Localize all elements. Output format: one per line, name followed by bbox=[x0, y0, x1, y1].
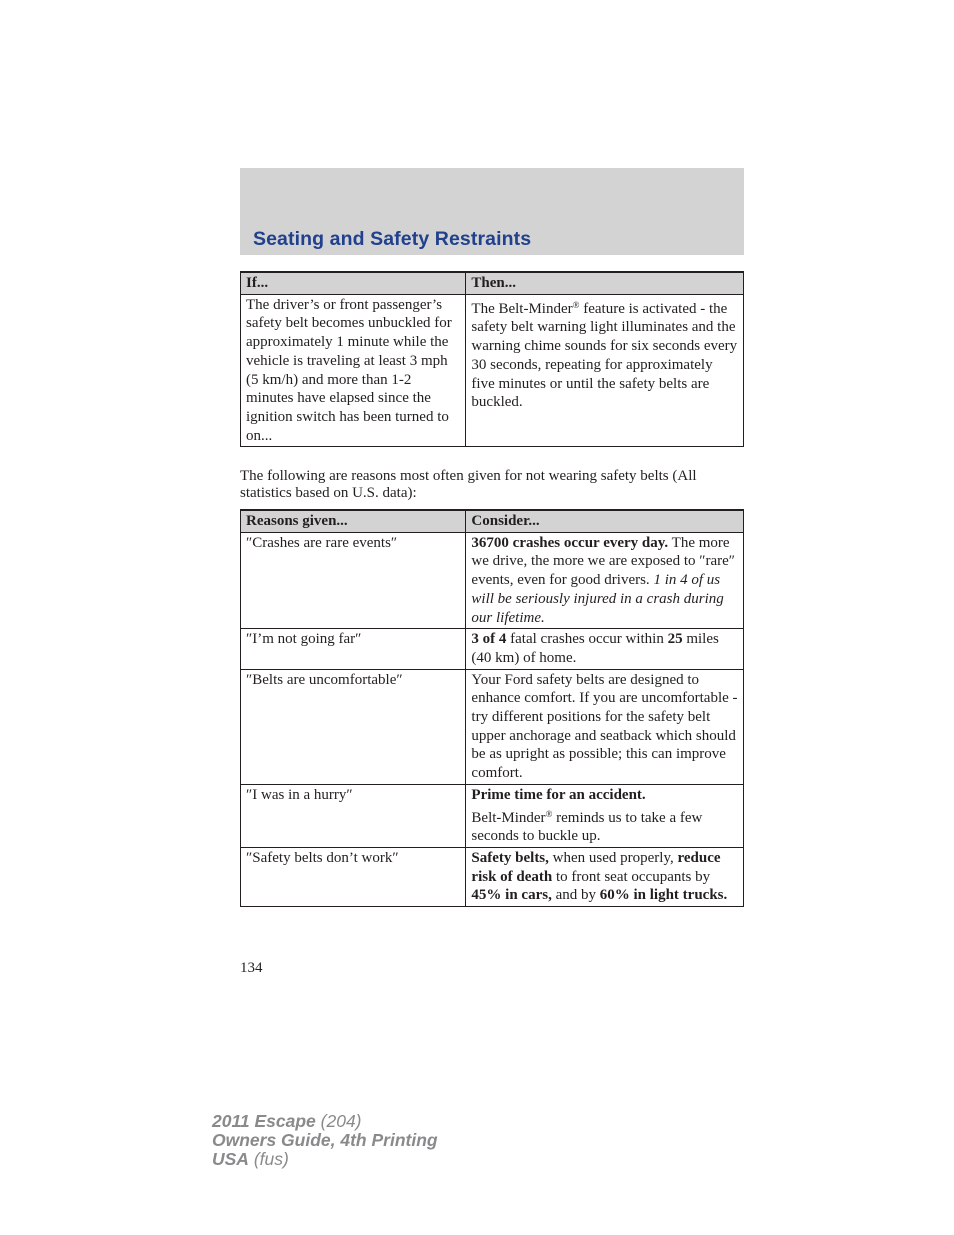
footer-model-code: (204) bbox=[315, 1111, 362, 1131]
body-text: to front seat occupants by bbox=[552, 868, 711, 885]
registered-mark: ® bbox=[572, 299, 580, 310]
result-cell bbox=[466, 294, 744, 447]
result-text-b: feature is activated - the safety belt warning light illuminates and the warning chime sounds for six seconds every 30 seconds, repeating for approximately five minutes or until the safety belts are buckled. bbox=[471, 300, 738, 411]
footer-market: USA bbox=[212, 1149, 249, 1169]
section-header-band bbox=[240, 168, 744, 255]
section-title: Seating and Safety Restraints bbox=[253, 228, 532, 250]
registered-mark: ® bbox=[545, 808, 553, 819]
consider-cell: Your Ford safety belts are designed to enhance comfort. If you are uncomfortable - try different positions for the safety belt upper anchorage and seatback which should be as upright as possible; this can improve comfort. bbox=[466, 669, 744, 784]
reason-cell: ″Crashes are rare events″ bbox=[241, 532, 466, 629]
body-text: Belt-Minder bbox=[471, 809, 546, 826]
reason-cell: ″I was in a hurry″ bbox=[241, 784, 466, 847]
column-header-consider: Consider... bbox=[466, 510, 744, 532]
table-row bbox=[241, 784, 744, 847]
body-text: miles (40 km) of home. bbox=[471, 631, 719, 666]
body-text: when used properly, bbox=[548, 849, 678, 866]
result-text-a: The Belt-Minder bbox=[471, 300, 573, 317]
consider-cell bbox=[466, 784, 744, 847]
column-header-if: If... bbox=[241, 272, 466, 294]
table-row bbox=[241, 629, 744, 669]
footer-line bbox=[212, 1112, 438, 1131]
page-number: 134 bbox=[240, 960, 263, 976]
bold-text: 60% in light trucks. bbox=[599, 887, 728, 904]
belt-minder-table bbox=[240, 271, 744, 447]
print-footer bbox=[212, 1112, 438, 1169]
footer-model: 2011 Escape bbox=[212, 1111, 316, 1131]
table-row bbox=[241, 669, 744, 784]
italic-text: 1 in 4 of us will be seriously injured in a crash during our lifetime. bbox=[471, 572, 724, 626]
table-row bbox=[241, 532, 744, 629]
bold-text: 45% in cars, bbox=[471, 887, 552, 904]
table-row bbox=[241, 294, 744, 447]
body-text: and by bbox=[551, 887, 600, 904]
bold-text: 36700 crashes occur every day. bbox=[471, 534, 669, 551]
reasons-table bbox=[240, 509, 744, 907]
column-header-then: Then... bbox=[466, 272, 744, 294]
body-text: fatal crashes occur within bbox=[506, 631, 668, 648]
reason-cell: ″Safety belts don’t work″ bbox=[241, 847, 466, 906]
column-header-reasons: Reasons given... bbox=[241, 510, 466, 532]
reason-cell: ″Belts are uncomfortable″ bbox=[241, 669, 466, 784]
reason-cell: ″I’m not going far″ bbox=[241, 629, 466, 669]
bold-text: 25 bbox=[667, 631, 683, 648]
bold-text: 3 of 4 bbox=[471, 631, 507, 648]
intro-paragraph: The following are reasons most often given for not wearing safety belts (All statistics based on U.S. data): bbox=[240, 468, 697, 501]
table-header-row bbox=[241, 510, 744, 532]
consider-cell bbox=[466, 847, 744, 906]
table-row bbox=[241, 847, 744, 906]
condition-cell: The driver’s or front passenger’s safety belt becomes unbuckled for approximately 1 minute while the vehicle is traveling at least 3 mph (5 km/h) and more than 1-2 minutes have elapsed since the ignition switch has been turned to on... bbox=[241, 294, 466, 447]
bold-text: Prime time for an accident. bbox=[471, 786, 646, 803]
footer-line bbox=[212, 1150, 438, 1169]
footer-guide: Owners Guide, 4th Printing bbox=[212, 1130, 438, 1150]
footer-market-code: (fus) bbox=[248, 1149, 289, 1169]
consider-cell bbox=[466, 532, 744, 629]
bold-text: Safety belts, bbox=[471, 849, 549, 866]
bold-text: reduce risk of death bbox=[471, 849, 721, 885]
table-header-row bbox=[241, 272, 744, 294]
body-text: reminds us to take a few seconds to buckle up. bbox=[471, 809, 703, 845]
consider-cell bbox=[466, 629, 744, 669]
body-text: The more we drive, the more we are exposed to ″rare″ events, even for good drivers. bbox=[471, 534, 736, 589]
footer-line bbox=[212, 1131, 438, 1150]
